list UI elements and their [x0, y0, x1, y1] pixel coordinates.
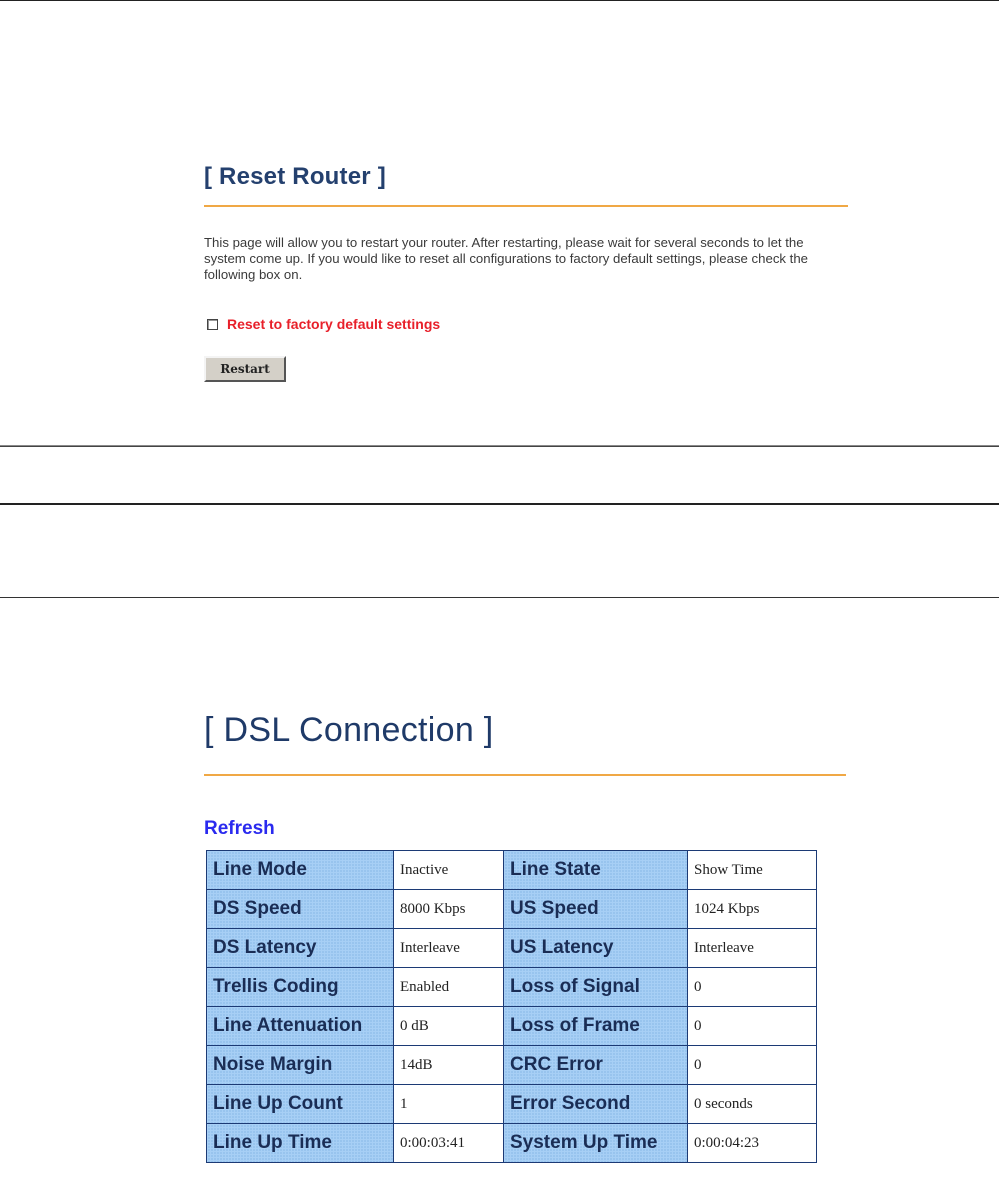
dsl-connection-title: [ DSL Connection ] — [204, 711, 494, 749]
status-value: 0:00:04:23 — [688, 1124, 817, 1163]
status-value: 0 dB — [394, 1007, 504, 1046]
table-row — [207, 929, 817, 968]
status-label: DS Speed — [207, 890, 394, 929]
reset-title-underline — [204, 205, 848, 207]
factory-reset-label: Reset to factory default settings — [227, 316, 441, 332]
status-value: 1024 Kbps — [688, 890, 817, 929]
table-row — [207, 1046, 817, 1085]
status-value: 14dB — [394, 1046, 504, 1085]
dsl-status-table — [206, 850, 817, 1163]
status-label: Noise Margin — [207, 1046, 394, 1085]
section-divider-upper — [0, 445, 999, 447]
status-label: US Latency — [504, 929, 688, 968]
status-value: 8000 Kbps — [394, 890, 504, 929]
table-row — [207, 1124, 817, 1163]
status-value: 0:00:03:41 — [394, 1124, 504, 1163]
status-value: Interleave — [688, 929, 817, 968]
status-value: Inactive — [394, 851, 504, 890]
status-label: Line Up Time — [207, 1124, 394, 1163]
reset-description: This page will allow you to restart your router. After restarting, please wait for several seconds to let the system come up. If you would like to reset all configurations to factory default settings, please check the following box on. — [204, 235, 809, 282]
status-label: US Speed — [504, 890, 688, 929]
restart-button[interactable]: Restart — [204, 356, 286, 382]
status-value: 0 — [688, 1046, 817, 1085]
status-label: DS Latency — [207, 929, 394, 968]
dsl-title-underline — [204, 774, 846, 776]
table-row — [207, 1007, 817, 1046]
status-label: Error Second — [504, 1085, 688, 1124]
refresh-link[interactable]: Refresh — [204, 818, 275, 839]
table-row — [207, 851, 817, 890]
reset-router-title: [ Reset Router ] — [204, 163, 386, 190]
status-label: Line Mode — [207, 851, 394, 890]
table-row — [207, 1085, 817, 1124]
status-value: 0 — [688, 1007, 817, 1046]
status-label: Loss of Signal — [504, 968, 688, 1007]
factory-reset-checkbox[interactable] — [207, 319, 218, 330]
status-label: System Up Time — [504, 1124, 688, 1163]
status-label: Line State — [504, 851, 688, 890]
status-value: 0 seconds — [688, 1085, 817, 1124]
status-value: Enabled — [394, 968, 504, 1007]
status-label: CRC Error — [504, 1046, 688, 1085]
status-label: Trellis Coding — [207, 968, 394, 1007]
status-label: Line Attenuation — [207, 1007, 394, 1046]
status-value: Show Time — [688, 851, 817, 890]
top-divider — [0, 0, 999, 1]
status-value: 0 — [688, 968, 817, 1007]
table-row — [207, 968, 817, 1007]
status-value: 1 — [394, 1085, 504, 1124]
status-value: Interleave — [394, 929, 504, 968]
status-label: Line Up Count — [207, 1085, 394, 1124]
status-label: Loss of Frame — [504, 1007, 688, 1046]
factory-reset-row — [207, 316, 440, 332]
table-row — [207, 890, 817, 929]
section-divider-middle — [0, 503, 999, 505]
section-divider-lower — [0, 597, 999, 598]
